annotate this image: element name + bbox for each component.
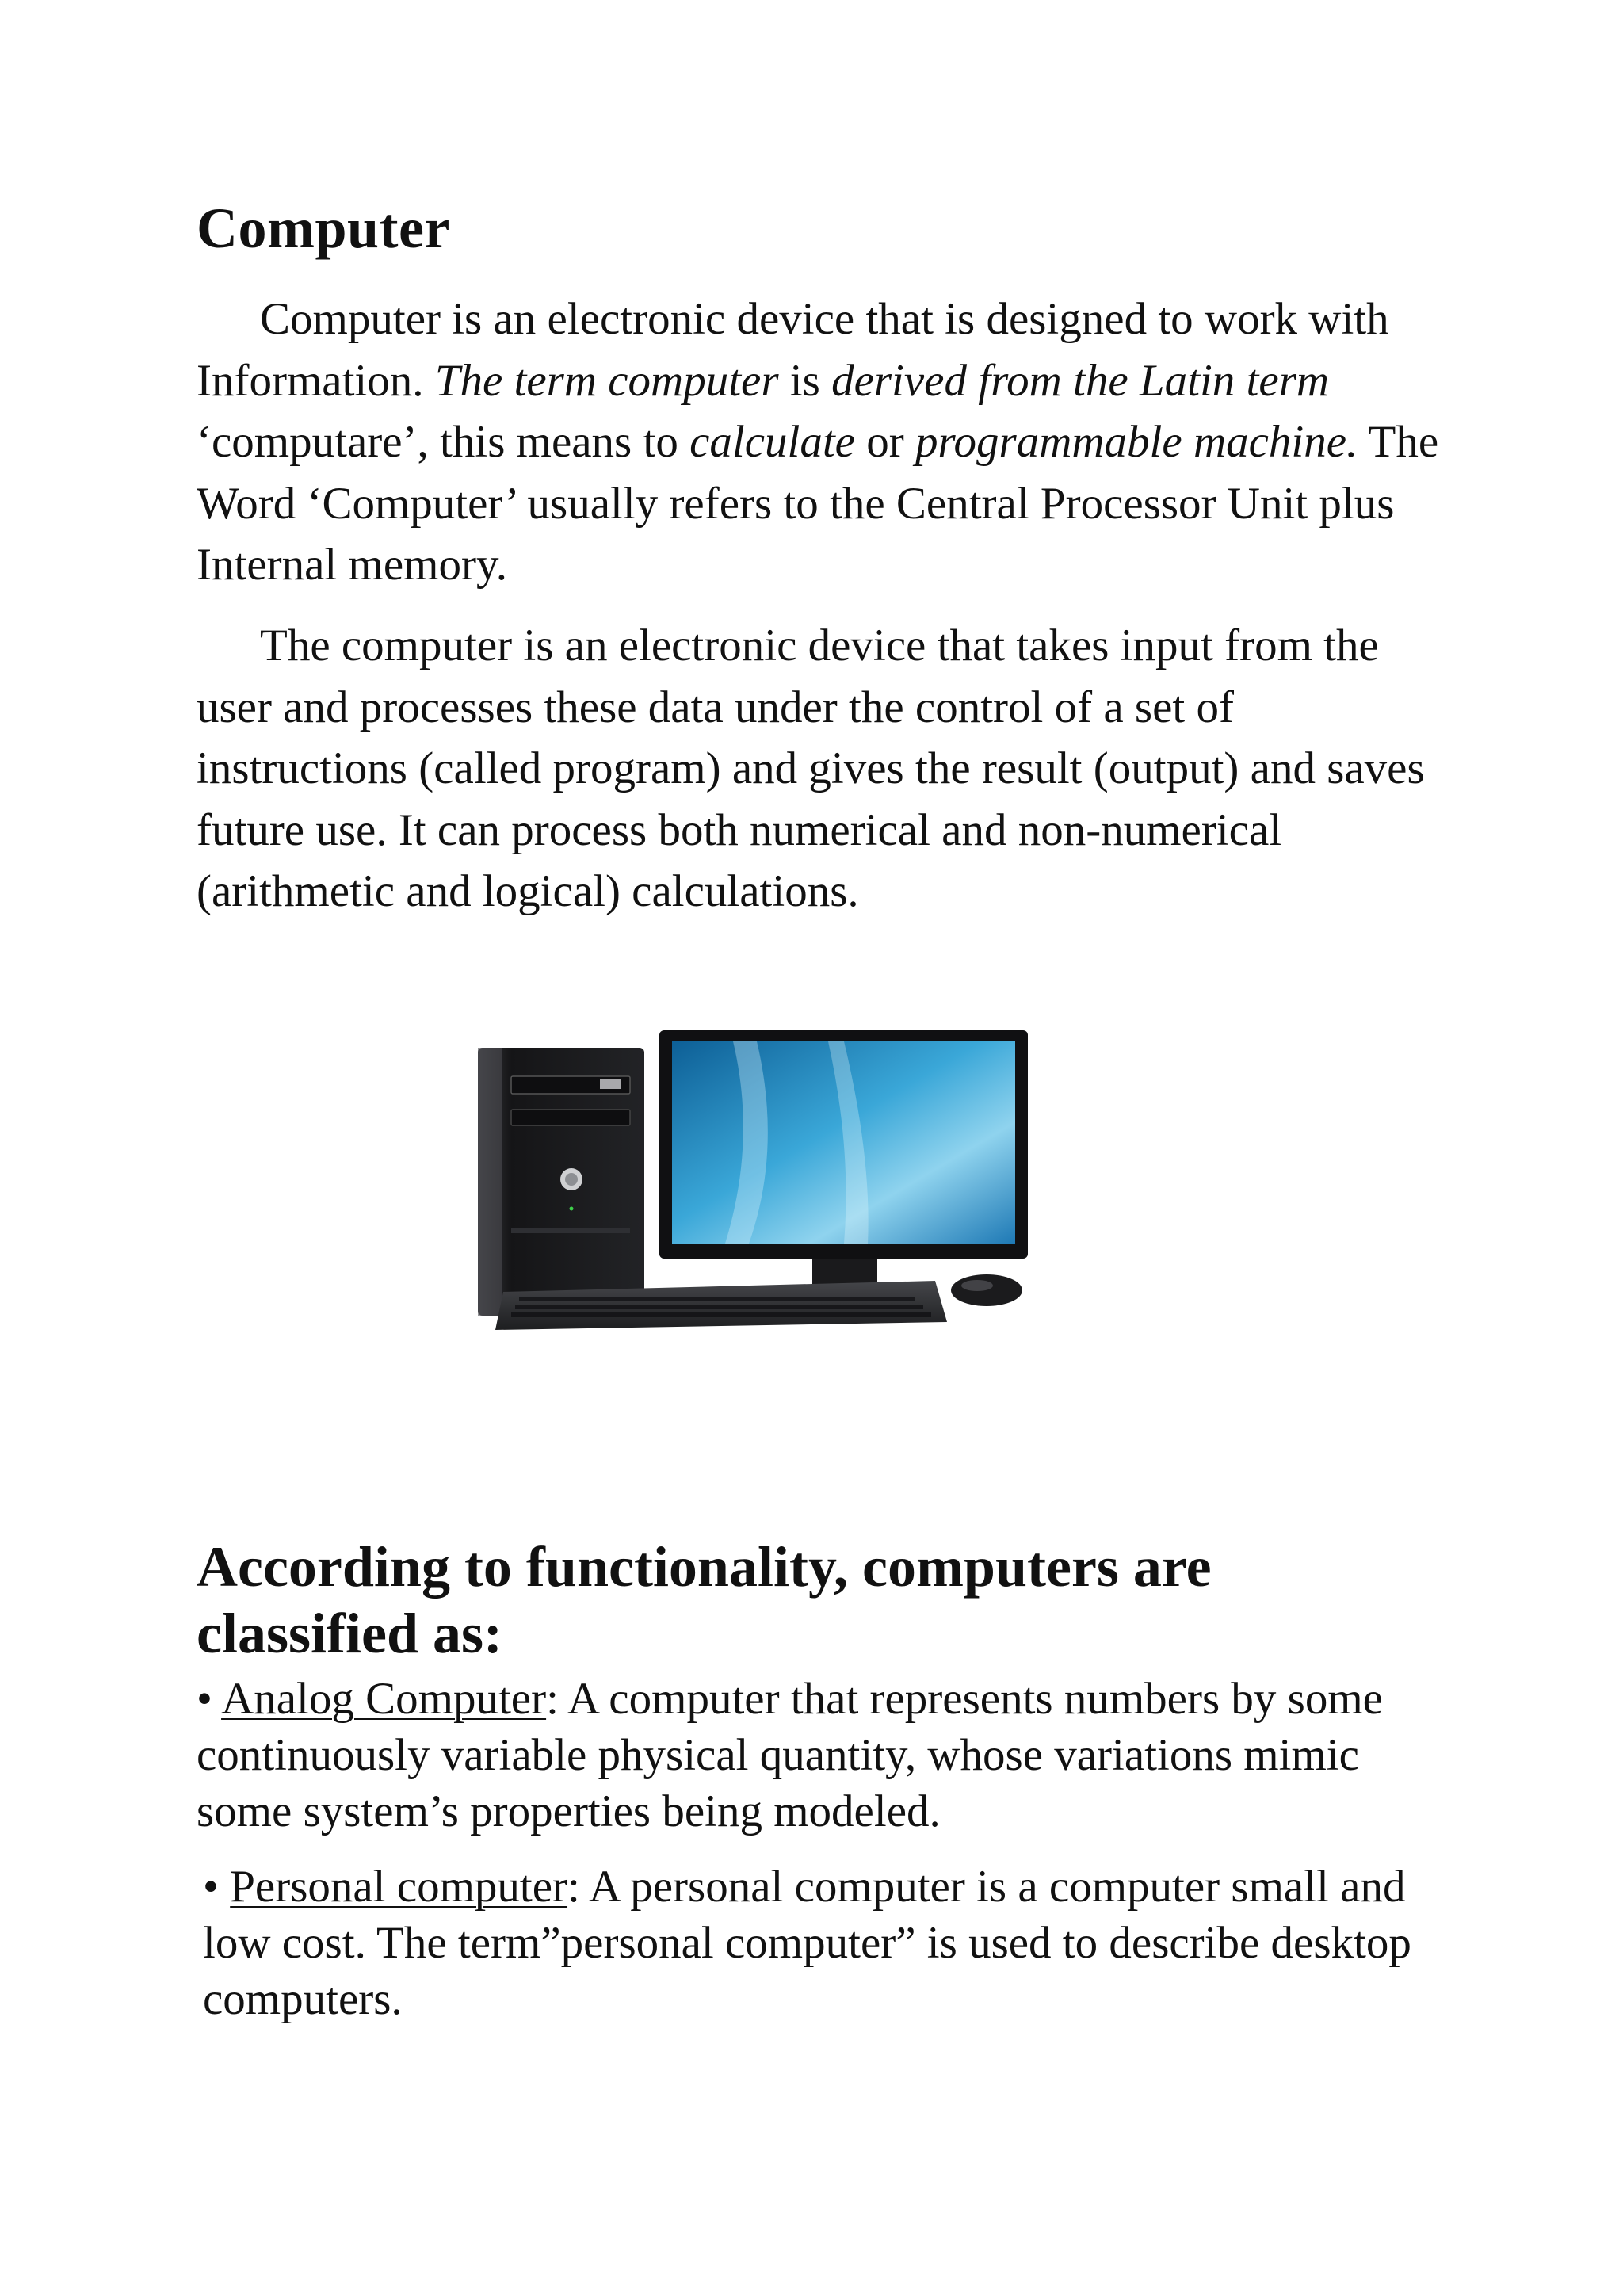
text-run: The computer is an electronic device that takes input from the user and processes these data under the control of a set of instructions (called program) and gives the result (output) and saves future use. It can process both numerical and non-numerical (arithmetic and logical) calculations. (197, 621, 1425, 916)
italic-run: derived from the Latin term (831, 355, 1330, 406)
text-run: is (778, 355, 832, 406)
text-run: or (855, 417, 915, 467)
bullet-marker: • (197, 1674, 222, 1724)
mouse-icon (951, 1274, 1022, 1306)
desktop-computer-illustration (472, 1030, 1042, 1347)
section-title-classification: According to functionality, computers are classified as: (197, 1535, 1212, 1665)
italic-run: calculate (689, 417, 855, 467)
text-run: Computer is an electronic device that is designed to work with Information. (197, 294, 1389, 406)
list-item-text: : A computer that represents numbers by some continuously variable physical quantity, whose variations mimic some system’s properties being modeled. (197, 1674, 1383, 1836)
text-run: The Word ‘Computer’ usually refers to the Central Processor Unit plus Internal memory. (197, 417, 1439, 590)
italic-run: programmable machine. (915, 417, 1358, 467)
paragraph-description (197, 615, 1441, 923)
pc-tower-icon (478, 1048, 644, 1316)
italic-run: The term computer (434, 355, 779, 406)
list-item-text: : A personal computer is a computer small and low cost. The term”personal computer” is used to describe desktop computers. (203, 1862, 1411, 2024)
term-personal-computer: Personal computer (230, 1862, 568, 1912)
list-item-analog-computer (197, 1671, 1449, 1839)
text-run: ‘computare’, this means to (197, 417, 690, 467)
monitor-icon (659, 1030, 1028, 1297)
section-title-computer: Computer (197, 197, 450, 260)
list-item-personal-computer (203, 1859, 1455, 2027)
paragraph-definition (197, 288, 1441, 596)
term-analog-computer: Analog Computer (221, 1674, 547, 1724)
bullet-marker: • (203, 1862, 231, 1912)
